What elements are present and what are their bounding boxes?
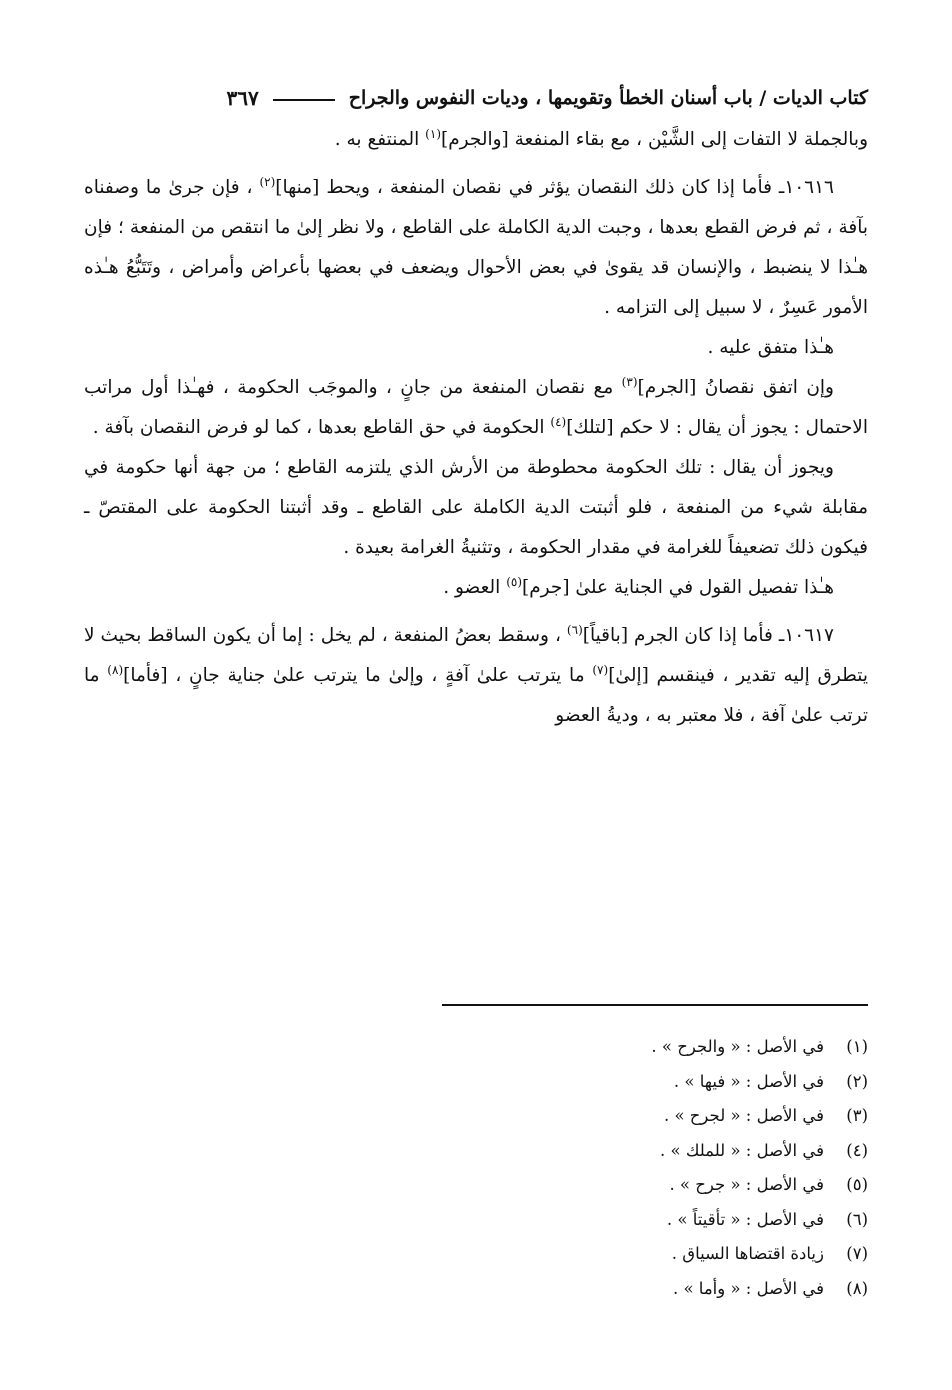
header-rule — [273, 99, 335, 101]
footnote-text: في الأصل : « لجرح » . — [663, 1106, 824, 1125]
footnote-ref-2: (٢) — [259, 174, 276, 189]
footnote-number: (٥) — [846, 1175, 868, 1194]
footnote-3 — [368, 1101, 868, 1136]
footnote-number: (٧) — [846, 1244, 868, 1263]
footnote-ref-5: (٥) — [506, 574, 523, 589]
footnote-ref-1: (١) — [425, 126, 441, 141]
paragraph-4: ويجوز أن يقال : تلك الحكومة محطوطة من الأرش الذي يلتزمه القاطع ؛ من جهة أنها حكومة في مقابلة شيء من المنفعة ، فلو أثبتت الدية الكاملة على القاطع ـ وقد أثبتنا الحكومة على المقتصّ ـ فيكون ذلك تضعيفاً للغرامة في مقدار الحكومة ، وتثنيةُ الغرامة بعيدة . — [84, 457, 868, 558]
footnote-separator — [442, 1004, 868, 1006]
footnote-5 — [368, 1170, 868, 1205]
footnote-ref-4: (٤) — [550, 414, 567, 429]
paragraph-10617: ١٠٦١٧ـ فأما إذا كان الجرم [باقياً]$^{(٦)}$ ، وسقط بعضُ المنفعة ، لم يخل : إما أن يكون الساقط بحيث لا يتطرق إليه تقدير ، فينقسم [إلىٰ]$^{(٧)}$ ما يترتب علىٰ آفةٍ ، وإلىٰ ما يترتب علىٰ جناية جانٍ ، [فأما]$^{(٨)}$ ما ترتب علىٰ آفة ، فلا معتبر به ، وديةُ العضو — [84, 622, 869, 726]
footnote-4 — [368, 1136, 868, 1171]
footnote-text: في الأصل : « للملك » . — [659, 1140, 824, 1160]
footnote-7 — [368, 1239, 868, 1274]
footnote-number: (٣) — [846, 1106, 868, 1125]
footnote-ref-3: (٣) — [621, 374, 638, 389]
footnote-6 — [368, 1205, 868, 1240]
footnote-number: (٤) — [846, 1140, 868, 1160]
footnote-ref-6: (٦) — [566, 622, 583, 637]
footnote-text: في الأصل : « وأما » . — [672, 1278, 824, 1298]
footnote-text: في الأصل : « والجرح » . — [651, 1037, 824, 1056]
running-header — [84, 78, 868, 118]
footnote-ref-7: (٧) — [592, 662, 609, 677]
footnote-number: (١) — [846, 1037, 868, 1056]
page-number: ٣٦٧ — [226, 86, 259, 110]
footnote-text: في الأصل : « جرح » . — [669, 1175, 824, 1194]
paragraph-agreed: هـٰذا متفق عليه . — [707, 337, 834, 358]
footnote-text: زيادة اقتضاها السياق . — [671, 1244, 824, 1263]
footnote-number: (٢) — [846, 1071, 868, 1091]
paragraph-1: وبالجملة لا التفات إلى الشَّيْن ، مع بقاء المنفعة [والجرم]$^{(١)}$ المنتفع به . — [334, 126, 868, 150]
footnote-ref-8: (٨) — [107, 662, 124, 677]
footnotes-list — [368, 1032, 868, 1308]
footnote-text: في الأصل : « تأقيتاً » . — [666, 1209, 824, 1229]
footnote-8 — [368, 1274, 868, 1309]
footnote-text: في الأصل : « فيها » . — [673, 1071, 824, 1091]
footnote-1 — [368, 1032, 868, 1067]
footnote-2 — [368, 1067, 868, 1102]
main-text — [84, 120, 868, 736]
header-title: كتاب الديات / باب أسنان الخطأ وتقويمها ، وديات النفوس والجراح — [348, 87, 868, 109]
footnote-number: (٦) — [846, 1209, 868, 1229]
paragraph-10616: ١٠٦١٦ـ فأما إذا كان ذلك النقصان يؤثر في نقصان المنفعة ، ويحط [منها]$^{(٢)}$ ، فإن جرىٰ ما وصفناه بآفة ، ثم فرض القطع بعدها ، وجبت الدية الكاملة على القاطع ، ولا نظر إلىٰ ما انتقص من المنفعة ؛ فإن هـٰذا لا ينضبط ، والإنسان قد يقوىٰ في بعض الأحوال ويضعف في بعضها بأعراض وأمراض ، وتَتَبُّعُ هـٰذه الأمور عَسِرٌ ، لا سبيل إلى التزامه . — [84, 174, 868, 318]
footnote-number: (٨) — [846, 1278, 868, 1298]
paragraph-3: وإن اتفق نقصانُ [الجرم]$^{(٣)}$ مع نقصان المنفعة من جانٍ ، والموجَب الحكومة ، فهـٰذا أول مراتب الاحتمال : يجوز أن يقال : لا حكم [لتلك]$^{(٤)}$ الحكومة في حق القاطع بعدها ، كما لو فرض النقصان بآفة . — [84, 374, 868, 438]
page-content — [84, 78, 868, 736]
paragraph-5: هـٰذا تفصيل القول في الجناية علىٰ [جرم]$^{(٥)}$ العضو . — [443, 574, 834, 598]
